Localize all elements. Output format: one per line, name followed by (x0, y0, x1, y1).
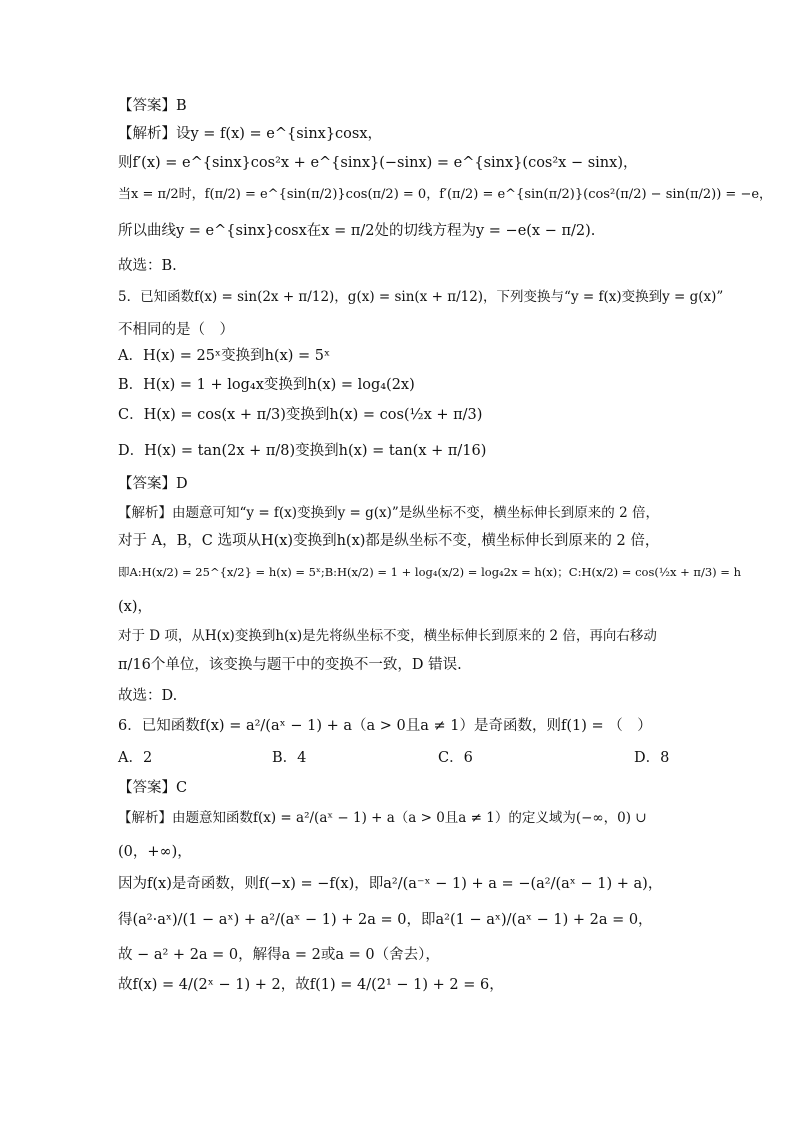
explanation-line: 当x = π/2时，f(π/2) = e^{sin(π/2)}cos(π/2) = 0，f′(π/2) = e^{sin(π/2)}(cos²(π/2) − sin(π/2)) = −e， (118, 187, 773, 202)
explanation-line: π/16个单位，该变换与题干中的变换不一致，D 错误. (118, 657, 462, 673)
explanation-line: (x)， (118, 599, 152, 615)
option-a: A．2 (118, 750, 153, 766)
option-b: B．H(x) = 1 + log₄x变换到h(x) = log₄(2x) (118, 377, 415, 393)
explanation-line: 即A:H(x/2) = 25^{x/2} = h(x) = 5ˣ;B:H(x/2) = 1 + log₄(x/2) = log₄2x = h(x)；C:H(x/2) = cos(½x + π/3) = h (118, 565, 741, 579)
question-5-stem: 5．已知函数f(x) = sin(2x + π/12)，g(x) = sin(x + π/12)，下列变换与“y = f(x)变换到y = g(x)” (118, 289, 724, 305)
explanation-line: 故f(x) = 4/(2ˣ − 1) + 2，故f(1) = 4/(2¹ − 1) + 2 = 6， (118, 977, 504, 993)
option-c: C．6 (438, 750, 473, 766)
explanation-line: 【解析】设y = f(x) = e^{sinx}cosx， (118, 126, 383, 142)
explanation-line: 【解析】由题意知函数f(x) = a²/(aˣ − 1) + a（a > 0且a ≠ 1）的定义域为(−∞，0) ∪ (118, 810, 647, 826)
explanation-line: 对于 A，B，C 选项从H(x)变换到h(x)都是纵坐标不变，横坐标伸长到原来的 2 倍， (118, 533, 660, 549)
option-a: A．H(x) = 25ˣ变换到h(x) = 5ˣ (118, 348, 331, 364)
question-6-options (118, 748, 694, 768)
explanation-line: 故 − a² + 2a = 0，解得a = 2或a = 0（舍去）， (118, 947, 440, 963)
explanation-line: (0，+∞)， (118, 844, 192, 860)
answer-label: 【答案】C (118, 780, 188, 796)
conclusion-line: 故选：B. (118, 258, 177, 274)
explanation-line: 得(a²·aˣ)/(1 − aˣ) + a²/(aˣ − 1) + 2a = 0，即a²(1 − aˣ)/(aˣ − 1) + 2a = 0， (118, 912, 653, 928)
explanation-line: 所以曲线y = e^{sinx}cosx在x = π/2处的切线方程为y = −e(x − π/2). (118, 223, 596, 239)
option-d: D．H(x) = tan(2x + π/8)变换到h(x) = tan(x + π/16) (118, 443, 487, 459)
option-d: D．8 (634, 750, 670, 766)
explanation-line: 因为f(x)是奇函数，则f(−x) = −f(x)，即a²/(a⁻ˣ − 1) + a = −(a²/(aˣ − 1) + a)， (118, 876, 663, 892)
option-b: B．4 (272, 750, 307, 766)
explanation-line: 对于 D 项，从H(x)变换到h(x)是先将纵坐标不变，横坐标伸长到原来的 2 倍，再向右移动 (118, 628, 657, 644)
explanation-line: 【解析】由题意可知“y = f(x)变换到y = g(x)”是纵坐标不变，横坐标伸长到原来的 2 倍， (118, 505, 659, 521)
answer-label: 【答案】B (118, 98, 187, 114)
explanation-line: 则f′(x) = e^{sinx}cos²x + e^{sinx}(−sinx) = e^{sinx}(cos²x − sinx)， (118, 155, 638, 171)
question-5-stem-continued: 不相同的是（ ） (118, 322, 234, 338)
answer-label: 【答案】D (118, 476, 188, 492)
option-c: C．H(x) = cos(x + π/3)变换到h(x) = cos(½x + π/3) (118, 407, 483, 423)
conclusion-line: 故选：D. (118, 688, 178, 704)
question-6-stem: 6．已知函数f(x) = a²/(aˣ − 1) + a（a > 0且a ≠ 1）是奇函数，则f(1) = （ ） (118, 718, 652, 734)
